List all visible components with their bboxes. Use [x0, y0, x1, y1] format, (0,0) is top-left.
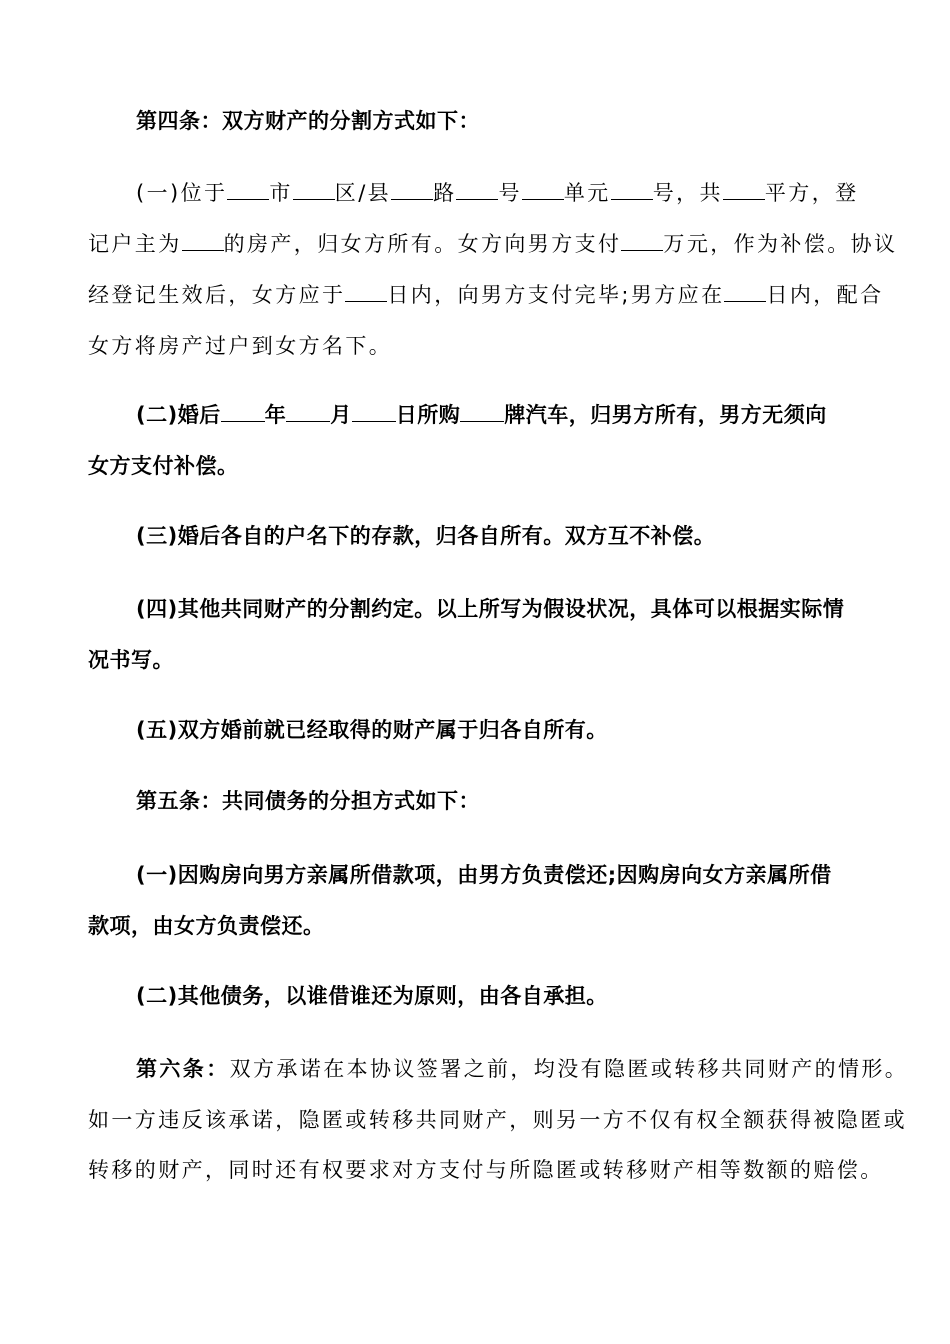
fill-blank-city — [227, 179, 269, 200]
text-segment: (二)婚后 — [136, 403, 221, 427]
article-5-item-2: (二)其他债务，以谁借谁还为原则，由各自承担。 — [136, 984, 608, 1008]
article-4-item-4-line-1: (四)其他共同财产的分割约定。以上所写为假设状况，具体可以根据实际情 — [136, 597, 845, 621]
article-5-item-1-line-1: (一)因购房向男方亲属所借款项，由男方负责偿还;因购房向女方亲属所借 — [136, 863, 832, 887]
text-segment: 万元，作为补偿。协议 — [663, 232, 898, 256]
text-segment: 月 — [330, 403, 352, 427]
text-segment: (一)位于 — [136, 181, 228, 205]
fill-blank-month — [286, 401, 330, 422]
article-6-heading: 第六条： — [136, 1057, 230, 1081]
text-segment: 牌汽车，归男方所有，男方无须向 — [504, 403, 827, 427]
text-segment: 平方，登 — [764, 181, 859, 205]
text-segment: 市 — [269, 181, 293, 205]
text-segment: 路 — [433, 181, 457, 205]
text-segment: 区/县 — [334, 181, 392, 205]
fill-blank-brand — [460, 401, 504, 422]
fill-blank-unit — [522, 179, 564, 200]
article-4-item-4-line-2: 况书写。 — [88, 648, 174, 672]
article-6-line-1 — [136, 1054, 908, 1084]
fill-blank-day — [352, 401, 396, 422]
article-4-item-1-line-3 — [88, 280, 883, 310]
fill-blank-days-transfer — [724, 281, 766, 302]
fill-blank-days-payment — [345, 281, 387, 302]
article-4-item-2-line-1 — [136, 400, 827, 430]
text-segment: 的房产，归女方所有。女方向男方支付 — [223, 232, 622, 256]
fill-blank-room — [611, 179, 653, 200]
text-segment: 日内，向男方支付完毕;男方应在 — [387, 283, 725, 307]
article-4-heading: 第四条：双方财产的分割方式如下： — [136, 109, 480, 133]
fill-blank-district — [293, 179, 335, 200]
article-5-heading: 第五条：共同债务的分担方式如下： — [136, 789, 480, 813]
article-6-line-3: 转移的财产，同时还有权要求对方支付与所隐匿或转移财产相等数额的赔偿。 — [88, 1158, 884, 1182]
text-segment: 年 — [264, 403, 287, 427]
fill-blank-year — [221, 401, 265, 422]
text-segment: 日所购 — [395, 403, 461, 427]
text-segment: 记户主为 — [88, 232, 182, 256]
fill-blank-number — [456, 179, 498, 200]
article-4-item-5: (五)双方婚前就已经取得的财产属于归各自所有。 — [136, 718, 608, 742]
article-4-item-3: (三)婚后各自的户名下的存款，归各自所有。双方互不补偿。 — [136, 524, 716, 548]
article-5-item-1-line-2: 款项，由女方负责偿还。 — [88, 914, 325, 938]
fill-blank-owner — [182, 230, 224, 251]
article-4-item-2-line-2: 女方支付补偿。 — [88, 454, 239, 478]
fill-blank-amount — [621, 230, 663, 251]
text-segment: 号 — [498, 181, 522, 205]
article-6-line-2: 如一方违反该承诺，隐匿或转移共同财产，则另一方不仅有权全额获得被隐匿或 — [88, 1108, 907, 1132]
text-segment: 日内，配合 — [766, 283, 884, 307]
fill-blank-area — [723, 179, 765, 200]
text-segment: 号，共 — [652, 181, 723, 205]
text-segment: 双方承诺在本协议签署之前，均没有隐匿或转移共同财产的情形。 — [229, 1057, 909, 1081]
article-4-item-1-line-2 — [88, 229, 897, 259]
article-4-item-1-line-4: 女方将房产过户到女方名下。 — [88, 334, 393, 358]
article-4-item-1-line-1 — [136, 178, 859, 208]
text-segment: 单元 — [563, 181, 611, 205]
fill-blank-road — [391, 179, 433, 200]
text-segment: 经登记生效后，女方应于 — [88, 283, 346, 307]
